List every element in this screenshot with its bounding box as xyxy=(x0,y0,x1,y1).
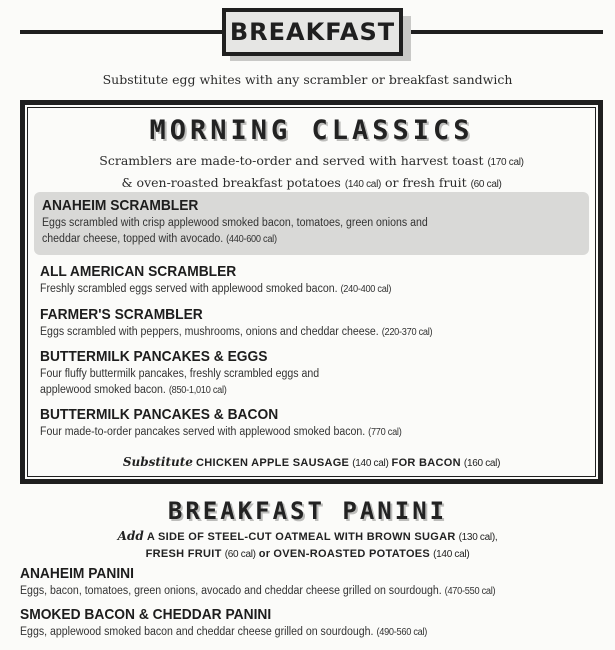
menu-item-all-american-scrambler xyxy=(40,263,590,298)
item-description xyxy=(20,624,554,641)
subtitle-text: Scramblers are made-to-order and served with harvest toast xyxy=(99,153,484,168)
menu-item-bacon-cheddar-panini xyxy=(20,606,600,641)
sausage-substitute-note xyxy=(25,455,598,469)
item-description xyxy=(40,281,546,298)
add-side-text: OVEN-ROASTED POTATOES xyxy=(273,548,431,560)
item-description-text: Eggs, applewood smoked bacon and cheddar cheese grilled on sourdough. xyxy=(20,626,374,638)
item-description-text: cheddar cheese, topped with avocado. xyxy=(42,233,224,245)
item-name: ALL AMERICAN SCRAMBLER xyxy=(40,263,237,280)
add-side-text: FRESH FRUIT xyxy=(145,548,222,560)
item-description xyxy=(42,231,545,248)
item-name: BUTTERMILK PANCAKES & BACON xyxy=(40,406,279,423)
item-name: SMOKED BACON & CHEDDAR PANINI xyxy=(20,606,272,623)
substitute-for: FOR BACON xyxy=(391,457,461,469)
or-text: or xyxy=(258,548,271,560)
calorie-label: (60 cal) xyxy=(224,549,256,560)
item-description-text: Four made-to-order pancakes served with applewood smoked bacon. xyxy=(40,426,366,438)
script-word: Substitute xyxy=(122,455,193,469)
item-name: FARMER'S SCRAMBLER xyxy=(40,306,203,323)
subtitle-text: & oven-roasted breakfast potatoes xyxy=(121,175,341,190)
item-description-text: Eggs, bacon, tomatoes, green onions, avocado and cheddar cheese grilled on sourdough. xyxy=(20,585,442,597)
calorie-label: (60 cal) xyxy=(470,179,502,190)
item-name: ANAHEIM PANINI xyxy=(20,565,134,582)
menu-item-anaheim-panini xyxy=(20,565,600,600)
calorie-label: (170 cal) xyxy=(487,157,524,168)
substitute-item: CHICKEN APPLE SAUSAGE xyxy=(196,457,350,469)
calorie-label: (130 cal), xyxy=(458,532,498,543)
calorie-label: (770 cal) xyxy=(368,427,402,438)
morning-classics-section xyxy=(20,100,603,484)
item-description-text: Eggs scrambled with peppers, mushrooms, onions and cheddar cheese. xyxy=(40,326,379,338)
calorie-label: (160 cal) xyxy=(463,458,501,469)
page-title: BREAKFAST xyxy=(229,18,396,46)
header-rule-left xyxy=(20,30,222,34)
egg-whites-note: Substitute egg whites with any scrambler or breakfast sandwich xyxy=(102,72,513,87)
item-description xyxy=(40,324,546,341)
item-description: Eggs scrambled with crisp applewood smoked bacon, tomatoes, green onions and xyxy=(42,217,428,229)
calorie-label: (140 cal) xyxy=(344,179,382,190)
script-word: Add xyxy=(117,529,144,543)
add-side-text: A SIDE OF STEEL-CUT OATMEAL WITH BROWN SUGAR xyxy=(146,531,456,543)
calorie-label: (470-550 cal) xyxy=(444,586,496,597)
panini-section-title: BREAKFAST PANINI xyxy=(167,497,448,525)
calorie-label: (440-600 cal) xyxy=(226,234,277,245)
calorie-label: (850-1,010 cal) xyxy=(168,385,227,396)
item-description-text: Freshly scrambled eggs served with applewood smoked bacon. xyxy=(40,283,338,295)
item-description xyxy=(20,583,554,600)
section-title: MORNING CLASSICS xyxy=(149,115,474,146)
menu-item-anaheim-scrambler xyxy=(34,192,589,255)
item-description xyxy=(40,382,546,399)
item-description: Four fluffy buttermilk pancakes, freshly scrambled eggs and xyxy=(40,368,320,380)
menu-item-pancakes-eggs xyxy=(40,348,590,399)
calorie-label: (240-400 cal) xyxy=(340,284,392,295)
item-description xyxy=(40,424,546,441)
calorie-label: (140 cal) xyxy=(352,458,389,469)
item-name: ANAHEIM SCRAMBLER xyxy=(42,197,199,214)
panini-add-note xyxy=(0,528,615,563)
header-rule-right xyxy=(403,30,603,34)
header-box xyxy=(222,8,403,56)
menu-item-pancakes-bacon xyxy=(40,406,590,441)
calorie-label: (140 cal) xyxy=(433,549,470,560)
item-description-text: applewood smoked bacon. xyxy=(40,384,166,396)
calorie-label: (220-370 cal) xyxy=(381,327,433,338)
calorie-label: (490-560 cal) xyxy=(376,627,428,638)
item-name: BUTTERMILK PANCAKES & EGGS xyxy=(40,348,268,365)
subtitle-text: or fresh fruit xyxy=(385,175,467,190)
section-subtitle xyxy=(25,151,598,195)
menu-item-farmers-scrambler xyxy=(40,306,590,341)
